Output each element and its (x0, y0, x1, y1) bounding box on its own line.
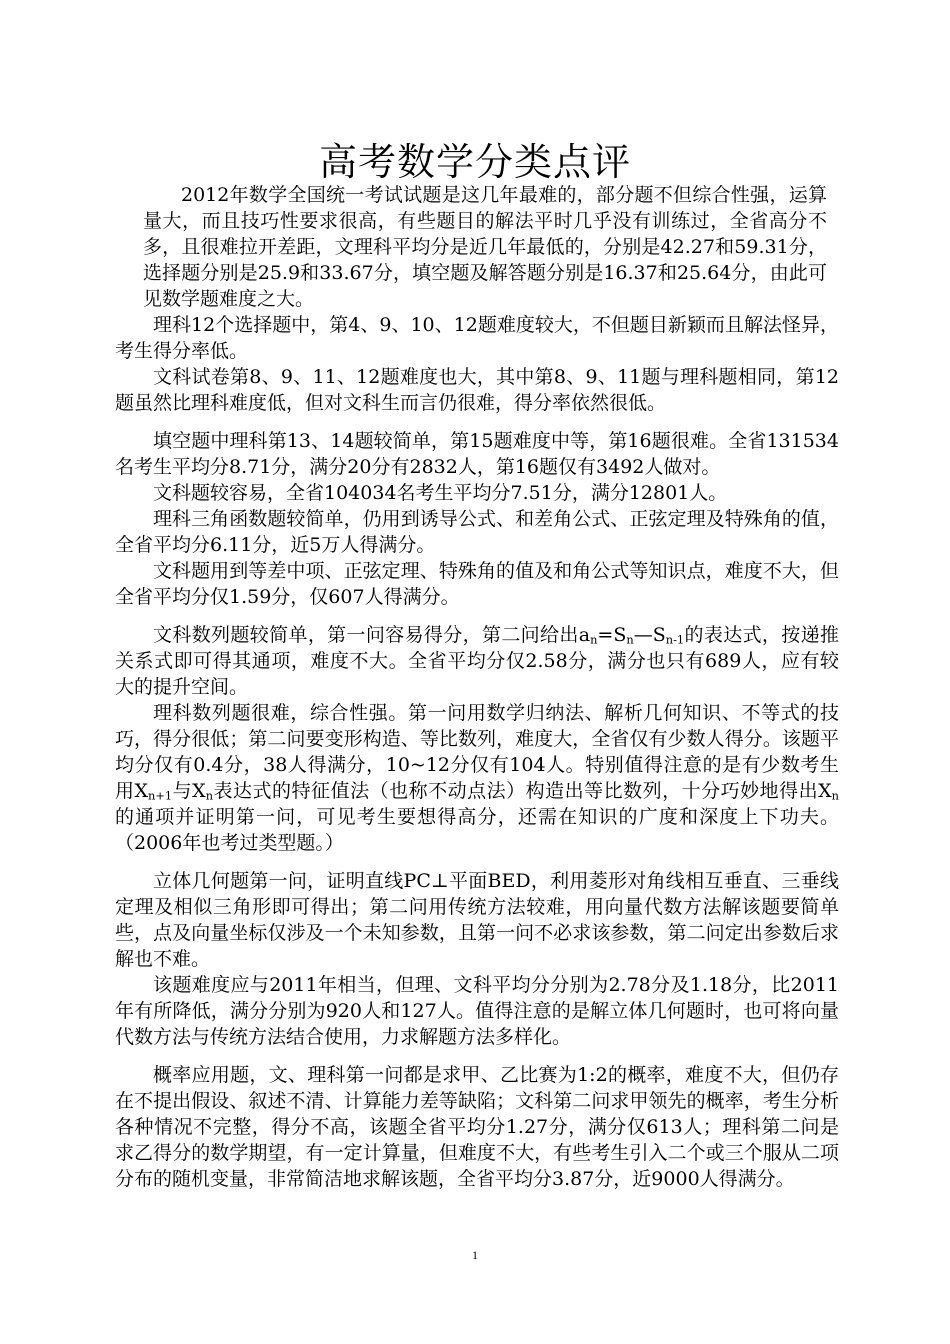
text-run: 的通项并证明第一问，可见考生要想得高分，还需在知识的广度和深度上下功夫。（2006年也考过类型题。） (115, 806, 839, 854)
paragraph-solid-geometry: 立体几何题第一问，证明直线PC⊥平面BED，利用菱形对角线相互垂直、三垂线定理及相似三角形即可得出；第二问用传统方法较难，用向量代数方法解该题要简单些，点及向量坐标仅涉及一个未知参数，且第一问不必求该参数，第二问定出参数后求解也不难。 (115, 870, 839, 970)
text-run: 表达式的特征值法（也称不动点法）构造出等比数列，十分巧妙地得出X (213, 780, 832, 802)
subscript: n+1 (148, 788, 173, 803)
text-run: 理科数列题很难，综合性强。第一问用数学归纳法、解析几何知识、不等式的技巧，得分很低；第二问要变形构造、等比数列，难度大，全省仅有少数人得分。该题平均分仅有0.4分，38人得满分，10~12分仅有104人。特别值得注意的是有少数考生用X (115, 702, 839, 802)
document-body (115, 182, 839, 1192)
text-run: 的表达式，按递推关系式即可得其通项，难度不大。全省平均分仅2.58分，满分也只有689人，应有较大的提升空间。 (115, 624, 839, 698)
page-title: 高考数学分类点评 (318, 140, 631, 184)
paragraph-solid-geometry-scores: 该题难度应与2011年相当，但理、文科平均分分别为2.78分及1.18分，比2011年有所降低，满分分别为920人和127人。值得注意的是解立体几何题时，也可将向量代数方法与传统方法结合使用，力求解题方法多样化。 (115, 974, 839, 1048)
paragraph-intro: 2012年数学全国统一考试试题是这几年最难的，部分题不但综合性强，运算量大，而且技巧性要求很高，有些题目的解法平时几乎没有训练过，全省高分不多，且很难拉开差距，文理科平均分是近几年最低的，分别是42.27和59.31分，选择题分别是25.9和33.67分，填空题及解答题分别是16.37和25.64分，由此可见数学题难度之大。 (143, 184, 827, 310)
subscript: n-1 (665, 632, 685, 647)
paragraph-trig-arts: 文科题用到等差中项、正弦定理、特殊角的值及和角公式等知识点，难度不大，但全省平均分仅1.59分，仅607人得满分。 (115, 560, 839, 608)
paragraph-arts-choice: 文科试卷第8、9、11、12题难度也大，其中第8、9、11题与理科题相同，第12题虽然比理科难度低，但对文科生而言仍很难，得分率依然很低。 (115, 366, 839, 414)
subscript: n (831, 788, 839, 803)
subscript: n (626, 632, 634, 647)
text-run: —S (633, 624, 666, 646)
paragraph-sequence-arts (115, 622, 839, 700)
text-run: =S (597, 624, 627, 646)
text-run: 文科数列题较简单，第一问容易得分，第二问给出a (153, 624, 591, 646)
paragraph-fill-blank-arts: 文科题较容易，全省104034名考生平均分7.51分，满分12801人。 (153, 482, 728, 504)
paragraph-fill-blank-science: 填空题中理科第13、14题较简单，第15题难度中等，第16题很难。全省131534名考生平均分8.71分，满分20分有2832人，第16题仅有3492人做对。 (115, 430, 839, 478)
paragraph-science-choice: 理科12个选择题中，第4、9、10、12题难度较大，不但题目新颖而且解法怪异，考生得分率低。 (115, 314, 839, 362)
paragraph-probability: 概率应用题，文、理科第一问都是求甲、乙比赛为1:2的概率，难度不大，但仍存在不提出假设、叙述不清、计算能力差等缺陷；文科第二问求甲领先的概率，考生分析各种情况不完整，得分不高，该题全省平均分1.27分，满分仅613人；理科第二问是求乙得分的数学期望，有一定计算量，但难度不大，有些考生引入二个或三个服从二项分布的随机变量，非常简洁地求解该题，全省平均分3.87分，近9000人得满分。 (115, 1064, 839, 1190)
page-number: 1 (472, 1248, 478, 1262)
paragraph-trig-science: 理科三角函数题较简单，仍用到诱导公式、和差角公式、正弦定理及特殊角的值，全省平均分6.11分，近5万人得满分。 (115, 508, 839, 556)
subscript: n (205, 788, 214, 803)
subscript: n (590, 632, 598, 647)
text-run: 与X (172, 780, 206, 802)
paragraph-sequence-science (115, 700, 839, 856)
